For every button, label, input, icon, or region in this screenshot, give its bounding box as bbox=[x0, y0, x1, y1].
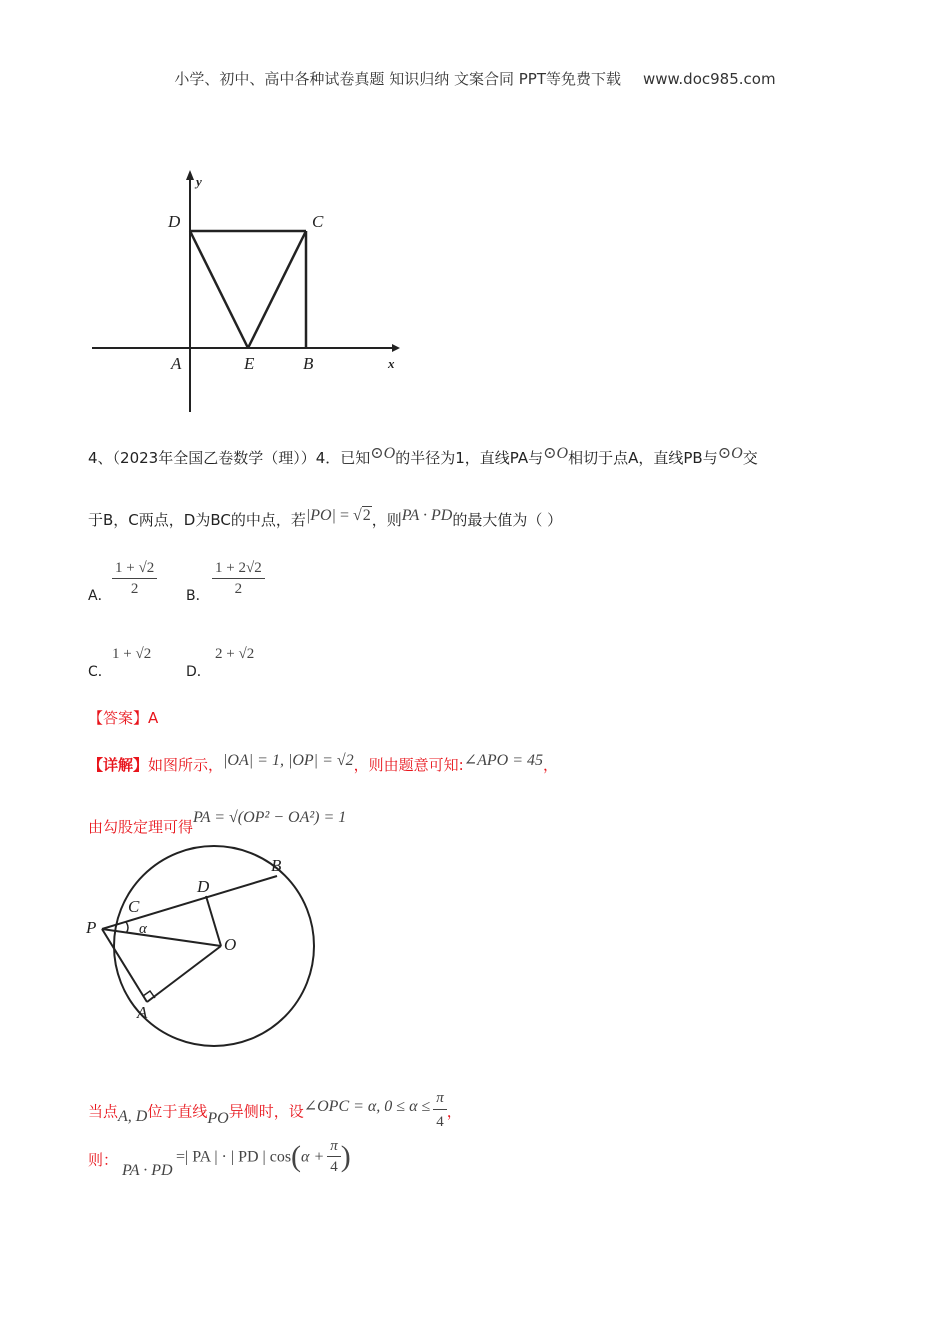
detail-tag: 【详解】 bbox=[88, 756, 149, 774]
label2-alpha: α bbox=[139, 921, 147, 937]
paren-left: ( bbox=[291, 1140, 302, 1173]
option-B-label: B． bbox=[186, 588, 210, 604]
then-four: 4 bbox=[330, 1159, 338, 1175]
question-text-2: 的半径为1，直线PA与 bbox=[395, 449, 544, 467]
option-A-numerator: 1 + √2 bbox=[112, 560, 157, 579]
then-label: 则： bbox=[88, 1151, 119, 1169]
case-line bbox=[88, 1090, 462, 1134]
question-text-6: ，则 bbox=[371, 511, 402, 529]
label2-C: C bbox=[128, 897, 140, 916]
label2-B: B bbox=[271, 856, 282, 875]
paren-right: ) bbox=[340, 1140, 351, 1173]
header-site: www.doc985.com bbox=[642, 70, 776, 88]
label-y: y bbox=[196, 174, 202, 189]
label-C: C bbox=[312, 212, 324, 231]
then-lhs: PA · PD bbox=[122, 1162, 173, 1179]
segment-AO bbox=[147, 946, 221, 1002]
case-frac bbox=[433, 1088, 447, 1132]
label-E: E bbox=[244, 354, 255, 373]
detail-math-1: |OA| = 1, |OP| = √2 bbox=[223, 752, 354, 769]
label2-P: P bbox=[86, 918, 97, 937]
label2-O: O bbox=[224, 935, 237, 954]
case-text-2: 位于直线 bbox=[147, 1102, 208, 1121]
option-B-denominator: 2 bbox=[234, 581, 243, 597]
question-text-4: 交 bbox=[742, 449, 758, 467]
option-B-numerator: 1 + 2√2 bbox=[212, 560, 265, 579]
case-four: 4 bbox=[436, 1114, 444, 1130]
then-frac bbox=[327, 1138, 341, 1176]
detail-math-2: ∠APO = 45 bbox=[463, 752, 544, 769]
answer-value: A bbox=[148, 709, 159, 727]
math-sqrt2: 2 bbox=[362, 507, 371, 524]
answer-tag: 【答案】 bbox=[88, 709, 149, 727]
then-rhs: =| PA | · | PD | cos bbox=[176, 1148, 292, 1166]
question-text-7: 的最大值为（ ） bbox=[452, 511, 563, 529]
case-text-1: 当点 bbox=[88, 1102, 119, 1121]
case-pi: π bbox=[433, 1088, 447, 1110]
math-PO-abs: |PO| bbox=[305, 507, 336, 524]
option-C-value: 1 + √2 bbox=[112, 646, 152, 662]
option-D-label: D． bbox=[186, 664, 211, 680]
detail-text-1: 如图所示， bbox=[148, 756, 224, 774]
question-text-5: 于B，C两点，D为BC的中点，若 bbox=[88, 511, 306, 529]
question-text-1: 4、（2023年全国乙卷数学（理））4．已知 bbox=[88, 449, 371, 467]
case-line-PO: PO bbox=[207, 1109, 229, 1127]
detail-text-2: ，则由题意可知: bbox=[353, 756, 464, 774]
detail-text-4: 由勾股定理可得 bbox=[88, 818, 194, 836]
case-points: A, D bbox=[118, 1107, 148, 1125]
angle-alpha-arc bbox=[126, 922, 128, 933]
option-A-denominator: 2 bbox=[130, 581, 139, 597]
circle-O: ⊙O bbox=[370, 445, 396, 462]
segment-DO bbox=[206, 896, 221, 946]
case-math: ∠OPC = α, 0 ≤ α ≤ bbox=[303, 1097, 431, 1115]
question-text-3: 相切于点A，直线PB与 bbox=[568, 449, 718, 467]
detail-text-3: ， bbox=[543, 756, 559, 774]
label-x: x bbox=[388, 356, 395, 371]
math-PA-PD: PA · PD bbox=[401, 507, 453, 524]
option-A-label: A． bbox=[88, 588, 112, 604]
label-D: D bbox=[168, 212, 181, 231]
segment-PO bbox=[102, 929, 221, 946]
case-text-3: 异侧时，设 bbox=[228, 1102, 304, 1121]
then-rhs-group bbox=[176, 1138, 351, 1176]
circle-O: ⊙O bbox=[717, 445, 743, 462]
detail-math-3: PA = √(OP² − OA²) = 1 bbox=[193, 809, 347, 826]
option-C-label: C． bbox=[88, 664, 112, 680]
header-text: 小学、初中、高中各种试卷真题 知识归纳 文案合同 PPT等免费下载 bbox=[174, 70, 621, 88]
circle-O: ⊙O bbox=[543, 445, 569, 462]
math-sqrt-sign: √ bbox=[352, 507, 362, 524]
option-D-value: 2 + √2 bbox=[215, 646, 255, 662]
label2-A: A bbox=[137, 1003, 148, 1022]
then-inner: α + bbox=[301, 1148, 325, 1166]
label2-D: D bbox=[197, 877, 210, 896]
math-eq: = bbox=[335, 507, 353, 524]
case-text-4: ， bbox=[446, 1102, 462, 1121]
then-pi: π bbox=[327, 1138, 341, 1157]
label-A: A bbox=[171, 354, 182, 373]
label-B: B bbox=[303, 354, 314, 373]
